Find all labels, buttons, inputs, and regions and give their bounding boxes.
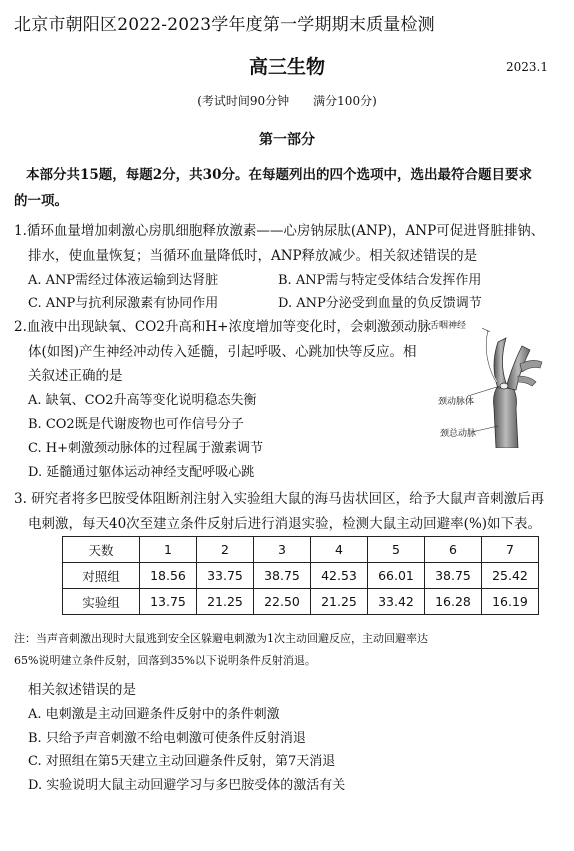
table-row	[63, 563, 539, 589]
exam-date: 2023.1	[506, 60, 548, 74]
q3-footnote-line1: 注：当声音刺激出现时大鼠逃到安全区躲避电刺激为1次主动回避反应，主动回避率达	[14, 632, 428, 645]
table-cell: 7	[482, 537, 539, 563]
carotid-body-figure	[430, 316, 568, 448]
table-row	[63, 589, 539, 615]
table-cell: 66.01	[368, 563, 425, 589]
table-cell: 18.56	[140, 563, 197, 589]
table-cell: 42.53	[311, 563, 368, 589]
table-cell: 13.75	[140, 589, 197, 615]
avoidance-rate-table	[62, 536, 539, 615]
q2-option-a: A. 缺氧、CO2升高等变化说明稳态失衡	[28, 393, 257, 408]
q2-stem-line3: 关叙述正确的是	[28, 368, 123, 384]
q3-option-a: A. 电刺激是主动回避条件反射中的条件刺激	[28, 707, 280, 722]
q2-stem-line1: 2.血液中出现缺氧、CO2升高和H+浓度增加等变化时，会刺激颈动脉	[14, 319, 431, 335]
table-cell: 38.75	[425, 563, 482, 589]
table-cell: 16.19	[482, 589, 539, 615]
table-cell: 实验组	[63, 589, 140, 615]
q2-option-d: D. 延髓通过躯体运动神经支配呼吸心跳	[28, 465, 255, 480]
q1-stem-line2: 排水，使血量恢复；当循环血量降低时，ANP释放减少。相关叙述错误的是	[28, 248, 478, 264]
table-cell: 22.50	[254, 589, 311, 615]
q1-option-a: A. ANP需经过体液运输到达肾脏	[28, 273, 219, 288]
q1-option-c: C. ANP与抗利尿激素有协同作用	[28, 296, 219, 311]
table-cell: 2	[197, 537, 254, 563]
table-cell: 5	[368, 537, 425, 563]
q3-option-d: D. 实验说明大鼠主动回避学习与多巴胺受体的激活有关	[28, 778, 346, 793]
exam-time-note: (考试时间90分钟 满分100分)	[197, 94, 377, 108]
figure-label-carotid-body: 颈动脉体	[438, 397, 475, 407]
subject-title: 高三生物	[248, 56, 325, 78]
figure-label-common-carotid: 颈总动脉	[440, 429, 477, 439]
table-cell: 25.42	[482, 563, 539, 589]
q1-option-d: D. ANP分泌受到血量的负反馈调节	[278, 296, 482, 311]
part-instruction-line1: 本部分共15题，每题2分，共30分。在每题列出的四个选项中，选出最符合题目要求	[26, 167, 532, 183]
q3-footnote-line2: 65%说明建立条件反射，回落到35%以下说明条件反射消退。	[14, 654, 316, 667]
q1-stem-line1: 1.循环血量增加刺激心房肌细胞释放激素——心房钠尿肽(ANP)，ANP可促进肾脏排钠、	[14, 223, 545, 239]
q3-stem-line2: 电刺激，每天40次至建立条件反射后进行消退实验，检测大鼠主动回避率(%)如下表。	[28, 516, 542, 532]
table-cell: 1	[140, 537, 197, 563]
table-cell: 21.25	[311, 589, 368, 615]
exam-title: 北京市朝阳区2022-2023学年度第一学期期末质量检测	[14, 15, 435, 35]
table-cell: 33.75	[197, 563, 254, 589]
table-header-row	[63, 537, 539, 563]
table-cell: 16.28	[425, 589, 482, 615]
q3-option-b: B. 只给予声音刺激不给电刺激可使条件反射消退	[28, 731, 306, 746]
figure-label-nerve: 舌咽神经	[430, 321, 467, 331]
q2-option-c: C. H+刺激颈动脉体的过程属于激素调节	[28, 441, 263, 456]
table-cell: 6	[425, 537, 482, 563]
table-cell: 21.25	[197, 589, 254, 615]
q1-option-b: B. ANP需与特定受体结合发挥作用	[278, 273, 482, 288]
part-instruction-line2: 的一项。	[14, 193, 68, 209]
table-cell: 38.75	[254, 563, 311, 589]
table-cell: 对照组	[63, 563, 140, 589]
part-title: 第一部分	[259, 132, 315, 148]
table-cell: 33.42	[368, 589, 425, 615]
q2-stem-line2: 体(如图)产生神经冲动传入延髓，引起呼吸、心跳加快等反应。相	[28, 344, 417, 360]
q3-stem-line1: 3. 研究者将多巴胺受体阻断剂注射入实验组大鼠的海马齿状回区，给予大鼠声音刺激后再	[14, 491, 545, 507]
q3-option-c: C. 对照组在第5天建立主动回避条件反射，第7天消退	[28, 754, 336, 769]
q3-question-stem: 相关叙述错误的是	[28, 682, 136, 698]
q2-option-b: B. CO2既是代谢废物也可作信号分子	[28, 417, 244, 432]
table-cell: 天数	[63, 537, 140, 563]
table-cell: 4	[311, 537, 368, 563]
table-cell: 3	[254, 537, 311, 563]
